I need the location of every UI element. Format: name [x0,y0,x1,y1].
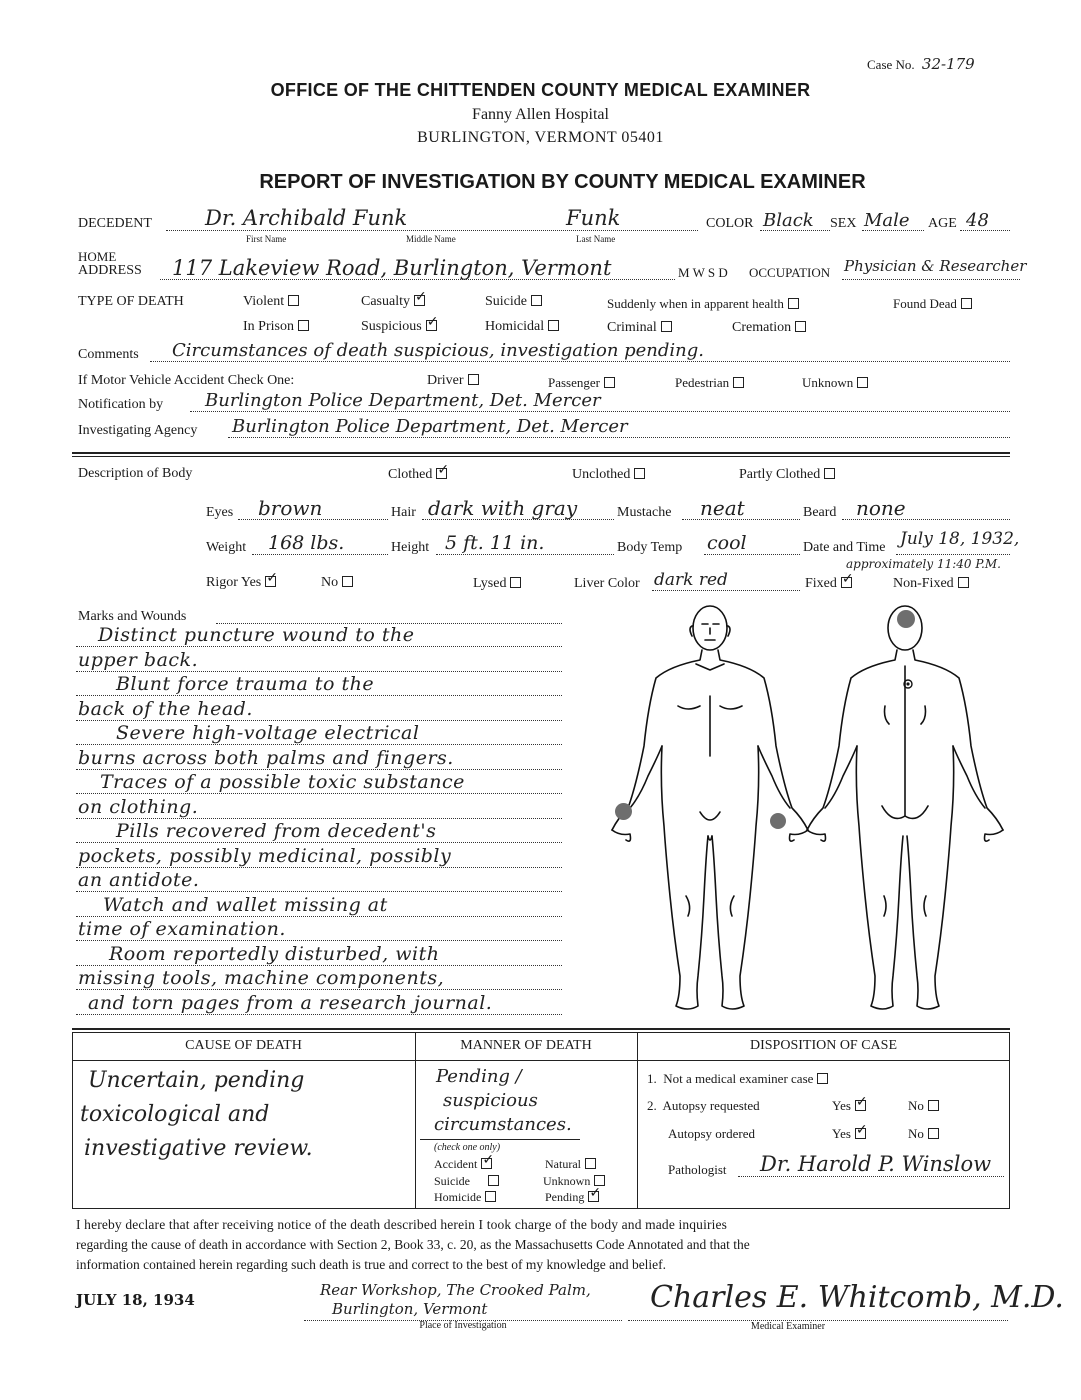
manner-line-3: circumstances. [434,1114,572,1135]
disp-ordered-yes-checkbox[interactable] [855,1128,866,1139]
body-front-figure [612,606,808,1009]
disp-requested-no: No [908,1098,939,1114]
mv-driver-checkbox[interactable] [468,374,479,385]
liver-color-value: dark red [654,570,728,590]
mv-pedestrian-checkbox[interactable] [733,377,744,388]
hospital-name: Fanny Allen Hospital [472,106,609,123]
marks-line: upper back. [78,648,199,671]
date-value: July 18, 1932, [900,529,1020,549]
hair-value: dark with gray [428,496,578,520]
mv-pedestrian: Pedestrian [675,375,744,391]
disp-requested-no-checkbox[interactable] [928,1100,939,1111]
manner-check-note: (check one only) [434,1142,501,1153]
body-description-label: Description of Body [78,466,193,481]
marks-line: Blunt force trauma to the [116,673,375,695]
manner-line-1: Pending / [436,1066,522,1087]
color-label: COLOR [706,216,754,231]
rigor: Rigor Yes✓ [206,575,276,591]
color-value: Black [763,210,814,231]
age-label: AGE [928,216,957,231]
mn-accident: Accident✓ [434,1157,492,1172]
marks-line: Room reportedly disturbed, with [109,942,440,965]
mn-suicide: Suicide [434,1174,499,1189]
sex-label: SEX [830,216,857,231]
body-partly-clothed: Partly Clothed [739,467,835,483]
weight-value: 168 lbs. [268,532,345,554]
marks-line: Watch and wallet missing at [103,893,388,916]
fixed: Fixed✓ [805,576,852,592]
td-suddenly-checkbox[interactable] [788,298,799,309]
td-violent-checkbox[interactable] [288,295,299,306]
height-value: 5 ft. 11 in. [445,532,545,554]
first-name-caption: First Name [246,234,287,244]
disp-not-me-case: 1. Not a medical examiner case [647,1071,828,1087]
pathologist-label: Pathologist [668,1162,727,1177]
body-clothed: Clothed✓ [388,467,447,483]
comments-value: Circumstances of death suspicious, investigation pending. [172,340,705,361]
home-address-value: 117 Lakeview Road, Burlington, Vermont [172,256,612,280]
comments-label: Comments [78,347,139,362]
rigor-no-checkbox[interactable] [342,576,353,587]
marks-line: Pills recovered from decedent's [116,820,437,842]
td-criminal-checkbox[interactable] [661,321,672,332]
place-line-2: Burlington, Vermont [332,1300,488,1318]
type-of-death-label: TYPE OF DEATH [78,294,184,309]
declaration-line-1: I hereby declare that after receiving notice of the death described herein I took charge of the body and made inquiries [76,1217,728,1232]
manner-header: MANNER OF DEATH [460,1038,592,1053]
examiner-caption: Medical Examiner [750,1321,826,1332]
eyes-label: Eyes [206,505,234,520]
td-suddenly: Suddenly when in apparent health [607,296,799,312]
mustache-label: Mustache [617,505,672,520]
hair-label: Hair [391,505,416,520]
mn-homicide: Homicide [434,1190,496,1205]
decedent-last-name: Funk [566,206,621,230]
mv-driver: Driver [427,373,479,389]
td-suspicious-checkbox[interactable] [426,320,437,331]
td-suicide-checkbox[interactable] [531,295,542,306]
cause-line-2: toxicological and [80,1102,270,1127]
marks-line: Severe high-voltage electrical [116,722,420,744]
last-name-caption: Last Name [576,234,616,244]
notification-value: Burlington Police Department, Det. Mercer [205,390,601,411]
beard-label: Beard [803,505,837,520]
eyes-value: brown [258,496,323,520]
section-divider [72,452,1010,454]
cause-header: CAUSE OF DEATH [185,1038,302,1053]
agency-label: Investigating Agency [78,423,198,438]
lysed: Lysed [473,576,521,592]
marks-line: back of the head. [78,697,253,720]
date-time-label: Date and Time [803,540,886,555]
td-in-prison: In Prison [243,319,309,335]
disp-requested-yes: Yes✓ [832,1098,866,1114]
td-suicide: Suicide [485,294,542,310]
td-in-prison-checkbox[interactable] [298,320,309,331]
fixed-checkbox[interactable] [841,577,852,588]
wound-marker-left-palm [770,813,786,829]
hospital-city: BURLINGTON, VERMONT 05401 [417,129,664,146]
td-found-dead-checkbox[interactable] [961,298,972,309]
disp-requested-yes-checkbox[interactable] [855,1100,866,1111]
report-title: REPORT OF INVESTIGATION BY COUNTY MEDICAL EXAMINER [259,171,866,193]
td-casualty-checkbox[interactable] [414,295,425,306]
declaration-line-3: information contained herein regarding such death is true and correct to the best of my knowledge and belief. [76,1257,667,1272]
cause-line-1: Uncertain, pending [88,1068,305,1093]
pathologist-value: Dr. Harold P. Winslow [760,1152,992,1176]
mv-unknown-checkbox[interactable] [857,377,868,388]
case-number [867,55,975,73]
td-criminal: Criminal [607,320,672,336]
td-suspicious: Suspicious✓ [361,319,437,335]
marks-line: Traces of a possible toxic substance [100,771,465,793]
weight-label: Weight [206,540,247,555]
time-value: approximately 11:40 P.M. [846,557,1001,571]
mn-homicide-checkbox[interactable] [485,1191,496,1202]
decedent-label: DECEDENT [78,216,152,231]
marital-status-options: M W S D [678,265,728,280]
marks-label: Marks and Wounds [78,609,187,624]
marks-line: and torn pages from a research journal. [88,991,493,1014]
body-unclothed-checkbox[interactable] [634,468,645,479]
place-caption: Place of Investigation [419,1320,507,1331]
wound-marker-right-palm [615,803,632,820]
disp-autopsy-requested-label: 2. Autopsy requested [647,1098,760,1113]
non-fixed: Non-Fixed [893,576,969,592]
body-temp-label: Body Temp [617,540,683,555]
case-number-label: Case No. [867,57,915,72]
decedent-first-name: Dr. Archibald Funk [205,206,408,230]
sex-value: Male [864,210,910,231]
marks-line: burns across both palms and fingers. [78,746,454,769]
mn-pending-checkbox[interactable] [588,1191,599,1202]
case-number-value: 32-179 [921,55,975,73]
mv-passenger-checkbox[interactable] [604,377,615,388]
body-diagram [600,596,1010,1026]
liver-color-label: Liver Color [574,576,640,591]
td-homicidal-checkbox[interactable] [548,320,559,331]
disp-not-me-case-checkbox[interactable] [817,1073,828,1084]
mn-pending: Pending✓ [545,1190,599,1205]
examiner-signature: Charles E. Whitcomb, M.D. [650,1280,1064,1315]
body-unclothed: Unclothed [572,467,645,483]
mv-unknown: Unknown [802,375,868,391]
body-back-figure [807,606,1003,1009]
middle-name-caption: Middle Name [406,234,456,244]
table-header-border [72,1060,1010,1061]
non-fixed-checkbox[interactable] [958,577,969,588]
td-cremation: Cremation [732,320,806,336]
declaration-line-2: regarding the cause of death in accordance with Section 2, Book 33, c. 20, as the Massachusetts Code Annotated and that the [76,1237,750,1252]
office-title: OFFICE OF THE CHITTENDEN COUNTY MEDICAL EXAMINER [270,80,811,100]
place-line-1: Rear Workshop, The Crooked Palm, [320,1281,591,1299]
mn-natural-checkbox[interactable] [585,1158,596,1169]
wound-marker-head [897,610,915,628]
td-found-dead: Found Dead [893,296,972,312]
notification-label: Notification by [78,397,164,412]
home-label: HOME [78,249,117,264]
document-date: JULY 18, 1934 [76,1291,195,1309]
td-homicidal: Homicidal [485,319,559,335]
address-label: ADDRESS [78,263,142,278]
table-bottom-border [72,1208,1010,1209]
lysed-checkbox[interactable] [510,577,521,588]
height-label: Height [391,540,430,555]
td-violent: Violent [243,294,299,310]
mn-unknown: Unknown [543,1174,605,1189]
manner-line-2: suspicious [443,1090,538,1111]
mn-natural: Natural [545,1157,596,1172]
rigor-yes-checkbox[interactable] [265,576,276,587]
marks-line: time of examination. [78,918,286,940]
marks-line: Distinct puncture wound to the [98,624,415,646]
disp-ordered-no: No [908,1126,939,1142]
motor-vehicle-label: If Motor Vehicle Accident Check One: [78,373,295,388]
agency-value: Burlington Police Department, Det. Mercer [232,416,628,437]
beard-value: none [856,496,906,520]
disposition-header: DISPOSITION OF CASE [749,1038,898,1053]
body-temp-value: cool [707,532,747,554]
occupation-label: OCCUPATION [749,265,831,280]
marks-line: on clothing. [78,795,199,818]
table-top-border [72,1028,1010,1030]
body-partly-clothed-checkbox[interactable] [824,468,835,479]
occupation-value: Physician & Researcher [844,257,1027,275]
age-value: 48 [966,210,989,231]
mv-passenger: Passenger [548,375,615,391]
td-cremation-checkbox[interactable] [795,321,806,332]
disp-ordered-no-checkbox[interactable] [928,1128,939,1139]
mn-accident-checkbox[interactable] [481,1158,492,1169]
mn-suicide-checkbox[interactable] [488,1175,499,1186]
body-clothed-checkbox[interactable] [436,468,447,479]
disp-ordered-yes: Yes✓ [832,1126,866,1142]
rigor-no: No [321,575,353,591]
td-casualty: Casualty✓ [361,294,425,310]
marks-line: missing tools, machine components, [78,967,445,989]
disp-autopsy-ordered-label: Autopsy ordered [668,1126,756,1141]
marks-line: an antidote. [78,869,200,891]
mustache-value: neat [700,496,745,520]
marks-line: pockets, possibly medicinal, possibly [78,844,452,867]
cause-line-3: investigative review. [84,1136,313,1161]
